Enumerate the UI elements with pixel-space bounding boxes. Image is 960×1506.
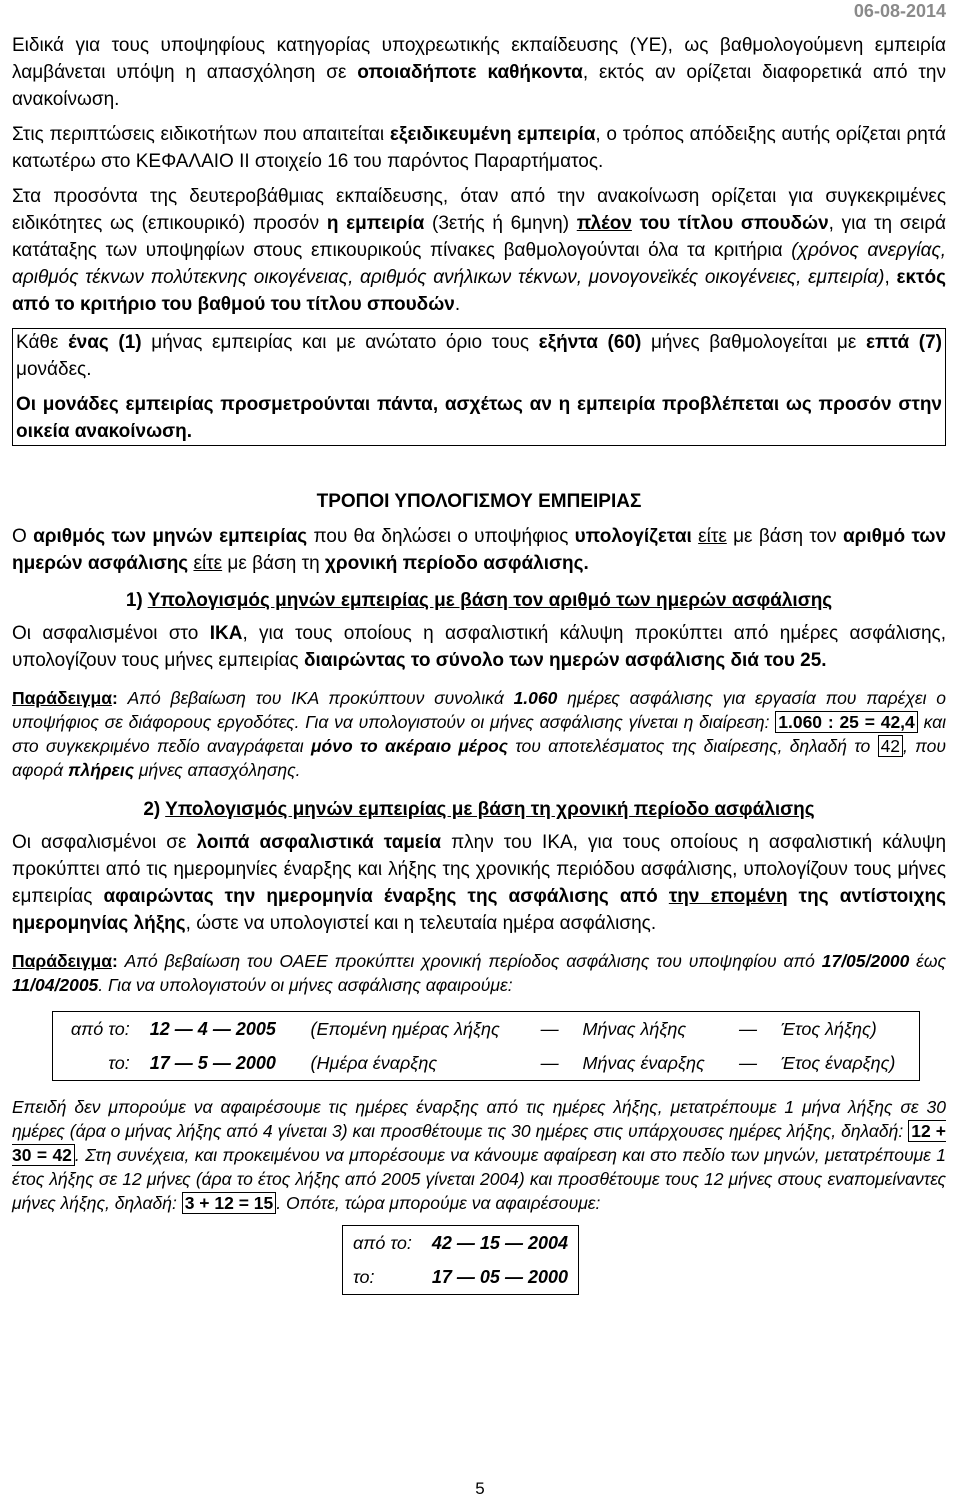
paragraph-secondary-education: Στα προσόντα της δευτεροβάθμιας εκπαίδευσης, όταν από την ανακοίνωση ορίζεται για συγκεκριμένες ειδικότητες ως (επικουρικό) προσόν η εμπειρία (3ετής ή 6μηνη) πλέον του τίτλου σπουδών, για τη σειρά κατάταξης των υποψηφίων στους επικουρικούς πίνακες βαθμολογούνται όλα τα κριτήρια (χρόνος ανεργίας, αριθμός τέκνων πολύτεκνης οικογένειας, αριθμός ανήλικων τέκνων, μονογονεϊκές οικογένειες, εμπειρία), εκτός από το κριτήριο του βαθμού του τίτλου σπουδών. xyxy=(12,186,947,315)
page-number: 5 xyxy=(475,1479,485,1498)
paragraph-conversion: Επειδή δεν μπορούμε να αφαιρέσουμε τις ημέρες έναρξης από τις ημέρες λήξης, μετατρέπουμε 1 μήνα λήξης σε 30 ημέρες (άρα ο μήνας λήξης από 4 γίνεται 3) και προσθέτουμε τις 30 ημέρες στις υπάρχουσες ημέρες λήξης, δηλαδή: 12 + 30 = 42 . Στη συνέχεια, και προκειμένου να μπορέσουμε να κάνουμε αφαίρεση και στο πεδίο των μηνών, μετατρέπουμε 1 έτος λήξης σε 12 μήνες (άρα το έτος λήξης από 2005 γίνεται 2004) και προσθέτουμε τους 12 μήνες στους εναπομείναντες μήνες λήξης, δηλαδή: 3 + 12 = 15 . Οπότε, τώρα μπορούμε να αφαιρέσουμε: xyxy=(12,1097,946,1213)
points-always-counted: Οι μονάδες εμπειρίας προσμετρούνται πάντα, ασχέτως αν η εμπειρία προβλέπεται ως προσόν στην οικεία ανακοίνωση. xyxy=(16,394,942,442)
paragraph-specialized-experience: Στις περιπτώσεις ειδικοτήτων που απαιτείται εξειδικευμένη εμπειρία, ο τρόπος απόδειξης αυτής ορίζεται ρητά κατωτέρω στο ΚΕΦΑΛΑΙΟ ΙΙ στοιχείο 16 του παρόντος Παραρτήματος. xyxy=(12,124,947,172)
result-subtraction-table xyxy=(342,1225,579,1295)
section-heading: ΤΡΟΠΟΙ ΥΠΟΛΟΓΙΣΜΟΥ ΕΜΠΕΙΡΙΑΣ xyxy=(316,491,642,512)
date-subtraction-table xyxy=(52,1011,920,1081)
experience-points-box xyxy=(12,328,946,446)
example-2: Παράδειγμα: Από βεβαίωση του ΟΑΕΕ προκύπτει χρονική περίοδος ασφάλισης του υποψηφίου από 17/05/2000 έως 11/04/2005. Για να υπολογιστούν οι μήνες ασφάλισης αφαιρούμε: xyxy=(12,951,946,995)
paragraph-calculation-methods: Ο αριθμός των μηνών εμπειρίας που θα δηλώσει ο υποψήφιος υπολογίζεται είτε με βάση τον αριθμό των ημερών ασφάλισης είτε με βάση τη χρονική περίοδο ασφάλισης. xyxy=(12,526,947,574)
table-row: από το: 12 — 4 — 2005 (Επομένη ημέρας λήξης — Μήνας λήξης — Έτος λήξης) xyxy=(70,1019,877,1039)
paragraph-other-funds: Οι ασφαλισμένοι σε λοιπά ασφαλιστικά ταμεία πλην του ΙΚΑ, για τους οποίους η ασφαλιστική κάλυψη προκύπτει από τις ημερομηνίες έναρξης και λήξης της χρονικής περιόδου ασφάλισης, υπολογίζουν τους μήνες εμπειρίας αφαιρώντας την ημερομηνία έναρξης της ασφάλισης από την επομένη της αντίστοιχης ημερομηνίας λήξης, ώστε να υπολογιστεί και η τελευταία ημέρα ασφάλισης. xyxy=(12,832,947,934)
document-date: 06-08-2014 xyxy=(853,1,946,21)
subsection-2-title: 2) Υπολογισμός μηνών εμπειρίας με βάση τη χρονική περίοδο ασφάλισης xyxy=(143,799,815,820)
paragraph-ika: Οι ασφαλισμένοι στο ΙΚΑ, για τους οποίους η ασφαλιστική κάλυψη προκύπτει από ημέρες ασφάλισης, υπολογίζουν τους μήνες εμπειρίας διαιρώντας το σύνολο των ημερών ασφάλισης διά του 25. xyxy=(12,623,946,671)
example-1: Παράδειγμα: Από βεβαίωση του ΙΚΑ προκύπτουν συνολικά 1.060 ημέρες ασφάλισης για εργασία που παρέχει ο υποψήφιος σε διάφορους εργοδότες. Για να υπολογιστούν οι μήνες ασφάλισης γίνεται η διαίρεση: 1.060 : 25 = 42,4 και στο συγκεκριμένο πεδίο αναγράφεται μόνο το ακέραιο μέρος του αποτελέσματος της διαίρεσης, δηλαδή το 42 , που αφορά πλήρεις μήνες απασχόλησης. xyxy=(12,688,946,780)
table-row: το: 17 — 05 — 2000 xyxy=(353,1267,568,1287)
table-row: το: 17 — 5 — 2000 (Ημέρα έναρξης — Μήνας έναρξης — Έτος έναρξης) xyxy=(108,1053,896,1073)
subsection-1-title: 1) Υπολογισμός μηνών εμπειρίας με βάση τον αριθμό των ημερών ασφάλισης xyxy=(125,590,833,611)
table-row: από το: 42 — 15 — 2004 xyxy=(353,1233,568,1253)
document-body xyxy=(12,32,946,1295)
points-rule: Κάθε ένας (1) μήνας εμπειρίας και με ανώτατο όριο τους εξήντα (60) μήνες βαθμολογείται με επτά (7) μονάδες. xyxy=(16,332,942,380)
paragraph-ye-experience: Ειδικά για τους υποψηφίους κατηγορίας υποχρεωτικής εκπαίδευσης (ΥΕ), ως βαθμολογούμενη εμπειρία λαμβάνεται υπόψη η απασχόληση σε οποιαδήποτε καθήκοντα, εκτός αν ορίζεται διαφορετικά από την ανακοίνωση. xyxy=(12,35,946,110)
